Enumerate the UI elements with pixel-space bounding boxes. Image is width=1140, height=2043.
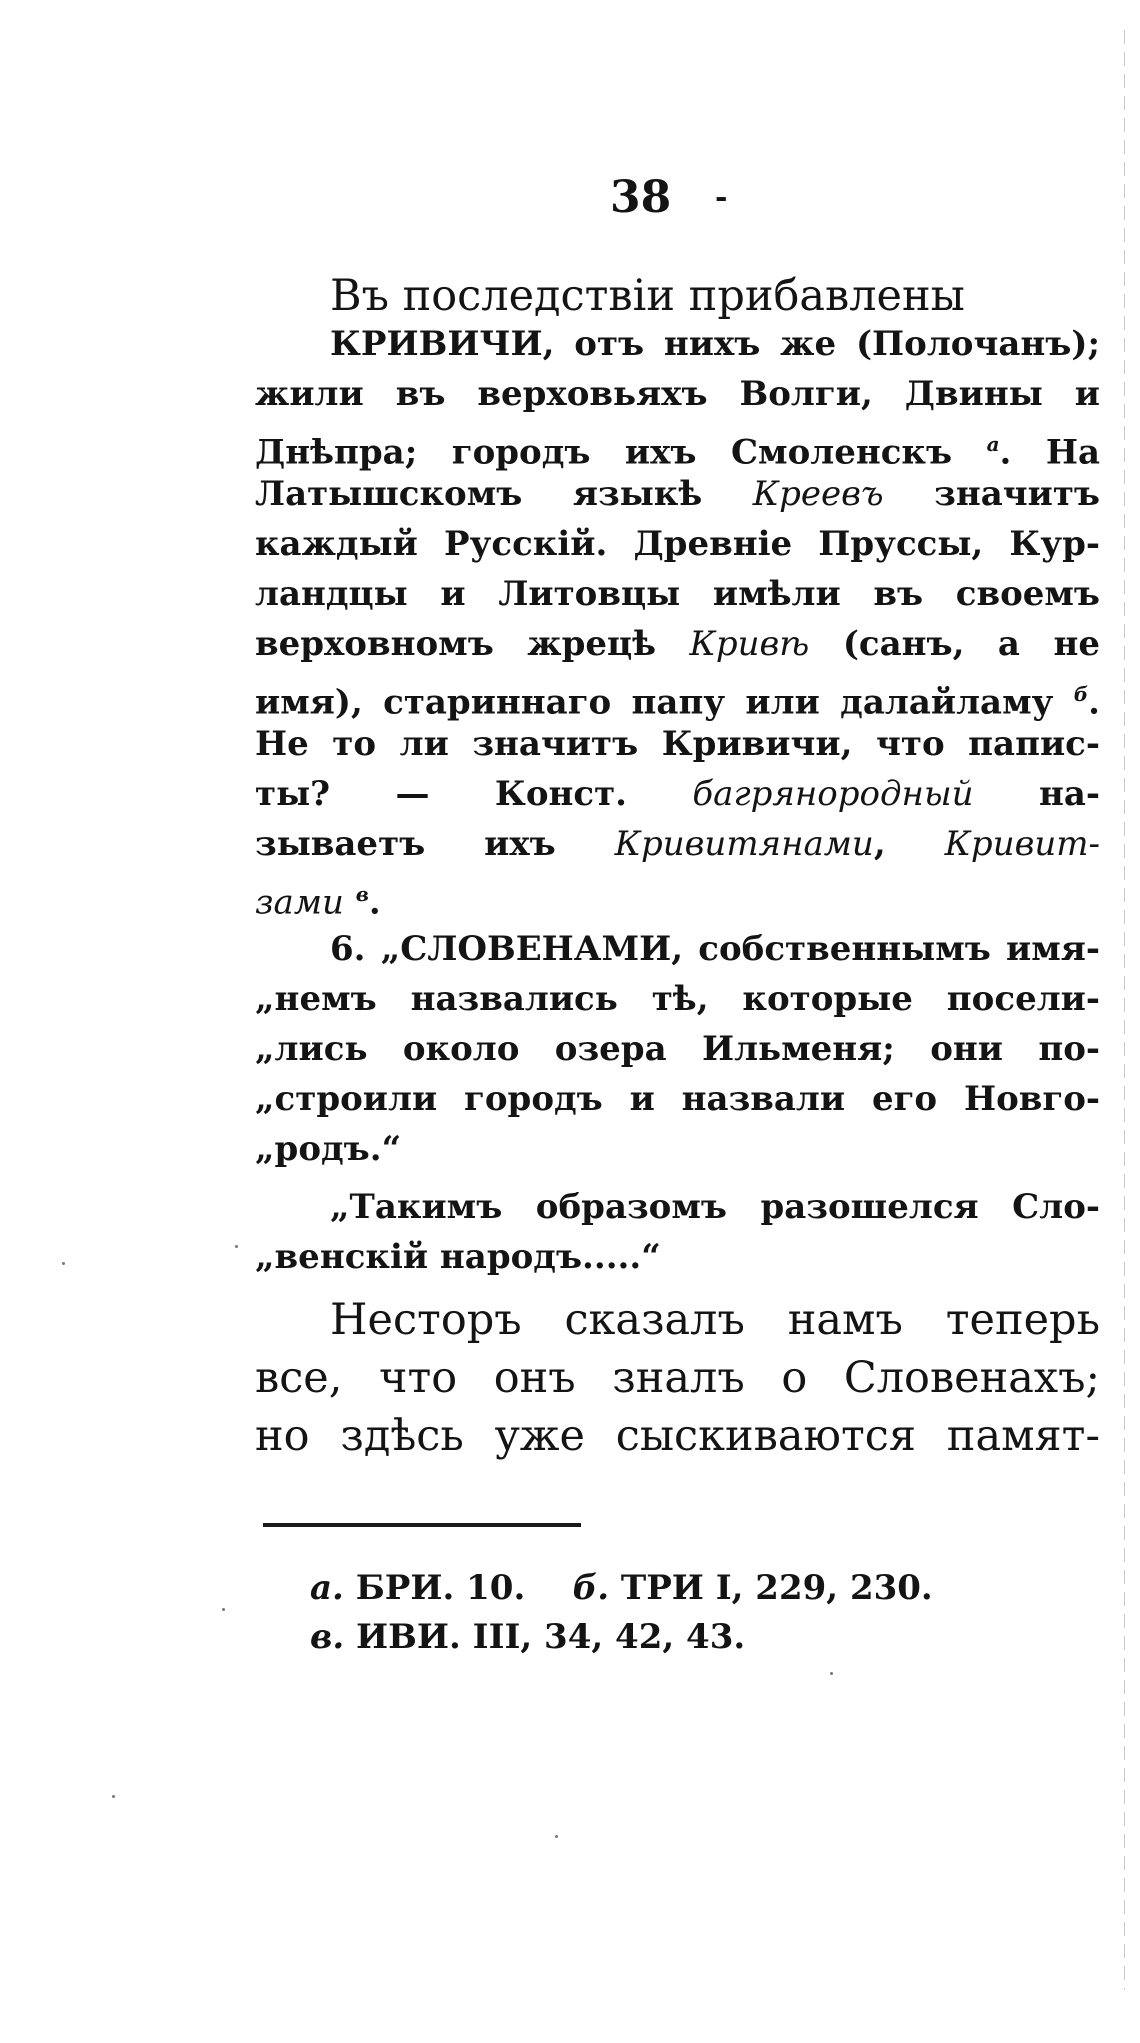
text-line	[255, 1025, 1100, 1073]
footnote-line	[310, 1614, 745, 1660]
footnote-marker: б.	[572, 1568, 610, 1608]
line-text: ,	[873, 824, 886, 864]
footnote-reference: ТРИ I, 229, 230.	[620, 1568, 933, 1608]
italic-word: Кривитянами	[614, 824, 874, 864]
line-text: „строили городъ и назвали его Новго-	[255, 1079, 1100, 1119]
line-text: 6. „СЛОВЕНАМИ, собственнымъ имя-	[330, 929, 1100, 969]
line-text: все, что онъ зналъ о Словенахъ;	[255, 1353, 1100, 1403]
text-line	[255, 975, 1100, 1023]
line-text: зываетъ ихъ	[255, 824, 556, 864]
footnote-reference: ИВИ. III, 34, 42, 43.	[356, 1617, 746, 1657]
italic-word: зами	[255, 882, 344, 923]
line-text: Въ последствіи прибавлены	[330, 271, 965, 321]
line-text: Не то ли значитъ Кривичи, что папис-	[255, 724, 1100, 764]
italic-word: багрянородный	[692, 774, 974, 814]
footnote-marker: а	[986, 432, 1000, 456]
line-text: на-	[1038, 774, 1100, 814]
line-text: имя), стариннаго папу или далайламу	[255, 682, 1054, 723]
text-line	[255, 820, 1100, 868]
line-text: „родъ.“	[255, 1129, 402, 1169]
text-line	[255, 770, 1100, 818]
text-line	[255, 520, 1100, 568]
text-line	[255, 620, 1100, 668]
text-line	[255, 420, 1100, 476]
line-text: жили въ верховьяхъ Волги, Двины и	[255, 374, 1100, 414]
text-line	[330, 268, 1100, 324]
footnote-marker: в	[355, 882, 369, 906]
text-line	[255, 870, 1100, 926]
paper-speck	[222, 1608, 225, 1611]
paper-speck	[62, 1262, 65, 1265]
text-line	[255, 1075, 1100, 1123]
text-line	[255, 1233, 1100, 1281]
line-text: Несторъ сказалъ намъ теперь	[330, 1295, 1100, 1345]
footnote-reference: БРИ. 10.	[355, 1568, 526, 1608]
italic-word: Кривѣ	[689, 624, 810, 664]
page-edge-line	[1124, 30, 1125, 1990]
text-line	[330, 1183, 1100, 1231]
footnote-marker: а.	[310, 1568, 344, 1608]
line-text: но здѣсь уже сыскиваются памят-	[255, 1411, 1100, 1461]
footnote-marker: б	[1073, 682, 1089, 706]
line-text: каждый Русскій. Древніе Пруссы, Кур-	[255, 524, 1100, 564]
page-number-value: 38	[610, 172, 672, 223]
line-text: ты? — Конст.	[255, 774, 627, 814]
page-number-dash: -	[715, 180, 728, 215]
footnote-line	[310, 1565, 933, 1611]
paper-speck	[235, 1245, 238, 1248]
text-line	[330, 925, 1100, 973]
line-text: (санъ, а не	[842, 624, 1100, 664]
paper-speck	[112, 1795, 115, 1798]
text-line	[255, 1125, 1100, 1173]
text-line	[255, 570, 1100, 618]
line-text: верховномъ жрецѣ	[255, 624, 657, 664]
line-text: „венскій народъ.....“	[255, 1237, 661, 1277]
text-line	[255, 670, 1100, 726]
line-text: Латышскомъ языкѣ	[255, 474, 703, 514]
line-text: Днѣпра; городъ ихъ Смоленскъ	[255, 432, 953, 473]
line-text: „Такимъ образомъ разошелся Сло-	[330, 1187, 1100, 1227]
line-text: ландцы и Литовцы имѣли въ своемъ	[255, 574, 1100, 614]
text-line	[330, 320, 1100, 368]
footnote-marker: в.	[310, 1617, 345, 1657]
italic-word: Креевъ	[752, 474, 884, 514]
line-text: .	[368, 882, 381, 923]
text-line	[255, 1350, 1100, 1406]
paper-speck	[830, 1672, 833, 1675]
text-line	[255, 370, 1100, 418]
italic-word: Кривит-	[944, 824, 1100, 864]
page-number	[610, 168, 730, 228]
line-text: . На	[999, 432, 1100, 473]
footnote-separator	[263, 1523, 581, 1527]
text-line	[255, 1408, 1100, 1464]
text-line	[255, 470, 1100, 518]
text-line	[330, 1292, 1100, 1348]
paper-speck	[555, 1835, 558, 1838]
line-text: значитъ	[934, 474, 1100, 514]
line-text: „лись около озера Ильменя; они по-	[255, 1029, 1100, 1069]
line-text: КРИВИЧИ, отъ нихъ же (Полочанъ);	[330, 324, 1100, 364]
line-text: .	[1088, 682, 1100, 723]
line-text: „немъ назвались тѣ, которые посели-	[255, 979, 1100, 1019]
text-line	[255, 720, 1100, 768]
